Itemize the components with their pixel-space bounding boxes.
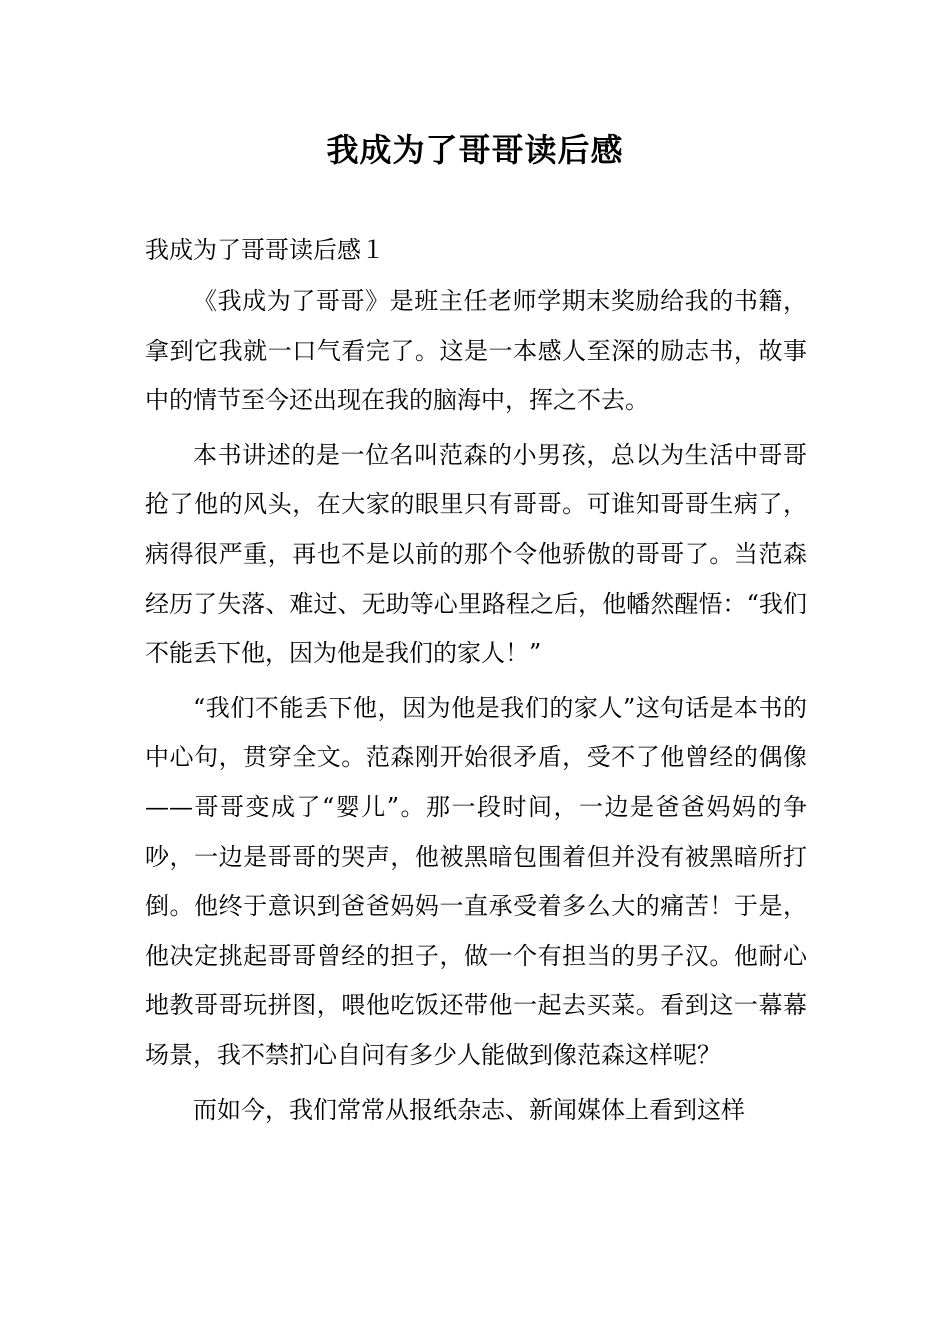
section-heading: 我成为了哥哥读后感１ — [145, 236, 385, 264]
paragraph-4: 而如今，我们常常从报纸杂志、新闻媒体上看到这样 — [193, 1095, 745, 1124]
paragraph-1: 《我成为了哥哥》是班主任老师学期末奖励给我的书籍，拿到它我就一口气看完了。这是一本感人至深的励志书，故事中的情节至今还出现在我的脑海中，挥之不去。 — [145, 287, 807, 415]
paragraph-2: 本书讲述的是一位名叫范森的小男孩，总以为生活中哥哥抢了他的风头，在大家的眼里只有哥哥。可谁知哥哥生病了，病得很严重，再也不是以前的那个令他骄傲的哥哥了。当范森经历了失落、难过、无助等心里路程之后，他幡然醒悟：“我们不能丢下他，因为他是我们的家人！” — [145, 440, 807, 668]
document-body — [145, 228, 807, 1135]
paragraph-3: “我们不能丢下他，因为他是我们的家人”这句话是本书的中心句，贯穿全文。范森刚开始很矛盾，受不了他曾经的偶像——哥哥变成了“婴儿”。那一段时间，一边是爸爸妈妈的争吵，一边是哥哥的哭声，他被黑暗包围着但并没有被黑暗所打倒。他终于意识到爸爸妈妈一直承受着多么大的痛苦！于是，他决定挑起哥哥曾经的担子，做一个有担当的男子汉。他耐心地教哥哥玩拼图，喂他吃饭还带他一起去买菜。看到这一幕幕场景，我不禁扪心自问有多少人能做到像范森这样呢？ — [145, 693, 807, 1069]
document-title: 我成为了哥哥读后感 — [326, 131, 624, 169]
